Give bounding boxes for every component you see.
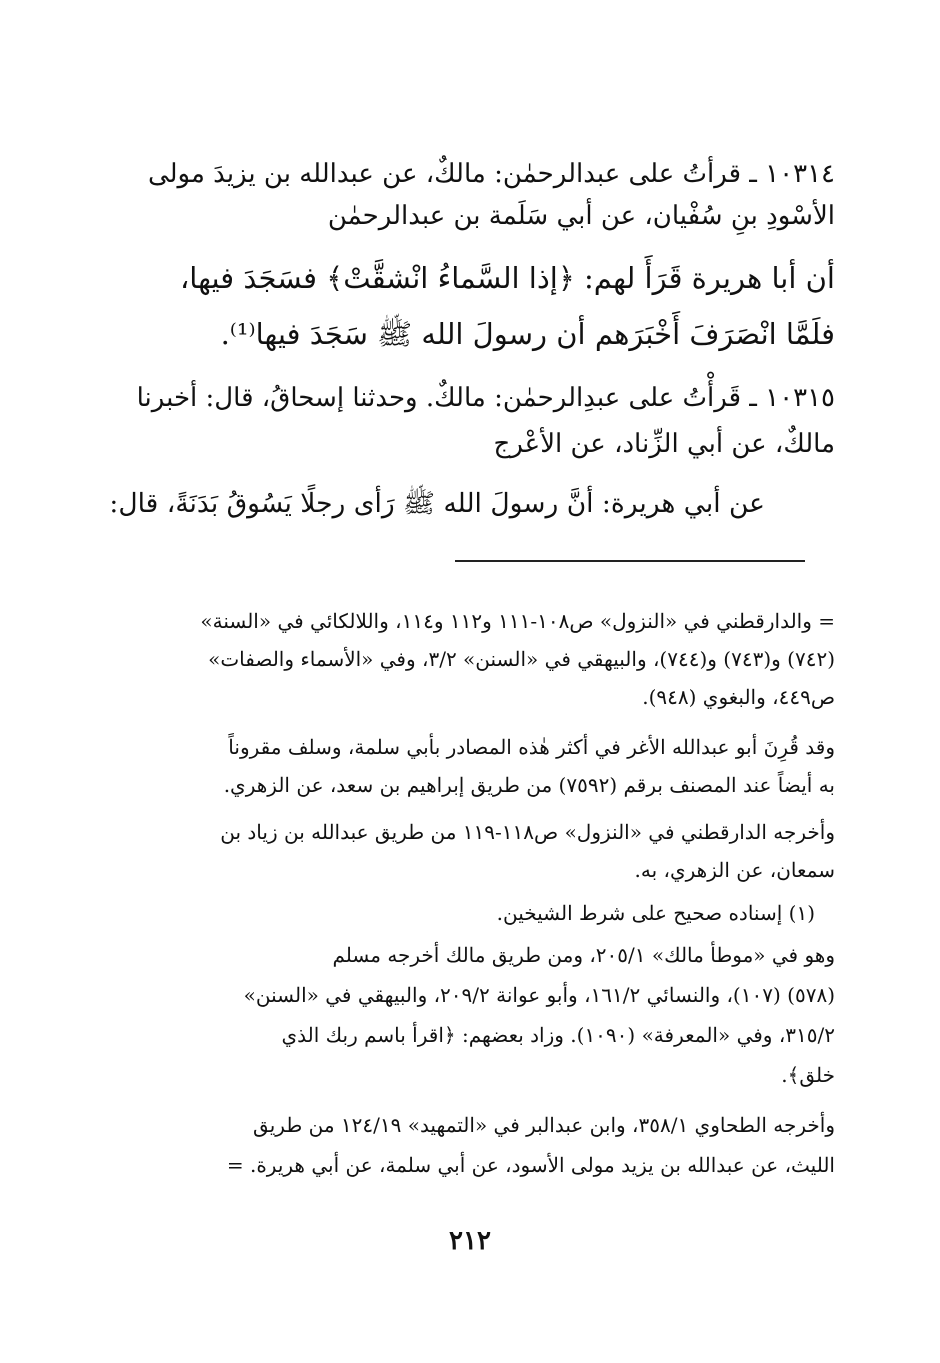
footnote-continuation-line: به أيضاً عند المصنف برقم (٧٥٩٢) من طريق إبراهيم بن سعد، عن الزهري. [223,773,835,797]
footnote-1-line: (١) إسناده صحيح على شرط الشيخين. [496,901,815,925]
footnote-1-line: وهو في «موطأ مالك» ٢٠٥/١، ومن طريق مالك أخرجه مسلم [332,943,835,967]
entry-10315-text-line-1: عن أبي هريرة: أنَّ رسولَ الله ﷺ رَأى رجلًا يَسُوقُ بَدَنَةً، قال: [109,488,765,519]
entry-10314-text-line-2: فلَمَّا انْصَرَفَ أَخْبَرَهم أن رسولَ الله ﷺ سَجَدَ فيها⁽¹⁾. [220,317,835,351]
footnote-1-line: ٣١٥/٢، وفي «المعرفة» (١٠٩٠). وزاد بعضهم: ﴿اقرأ باسم ربك الذي [281,1023,835,1047]
entry-10314-text-line-1: أن أبا هريرة قَرَأَ لهم: ﴿إذا السَّماءُ انْشقَّتْ﴾ فسَجَدَ فيها، [179,261,835,295]
footnote-continuation-line: (٧٤٢) و(٧٤٣) و(٧٤٤)، والبيهقي في «السنن» ٣/٢، وفي «الأسماء والصفات» [208,647,835,671]
footnote-continuation-line: وقد قُرِنَ أبو عبدالله الأغر في أكثر هٰذه المصادر بأبي سلمة، وسلف مقروناً [228,735,835,759]
footnote-continuation-line: وأخرجه الدارقطني في «النزول» ص١١٨-١١٩ من طريق عبدالله بن زياد بن [220,820,835,844]
footnote-1-line: خلق﴾. [781,1063,835,1087]
footnote-1-line: (٥٧٨) (١٠٧)، والنسائي ١٦١/٢، وأبو عوانة ٢٠٩/٢، والبيهقي في «السنن» [243,983,835,1007]
entry-10314-chain-line-1: ١٠٣١٤ ـ قرأتُ على عبدالرحمٰن: مالكٌ، عن عبدالله بن يزيدَ مولى [147,159,835,189]
entry-10315-chain-line-1: ١٠٣١٥ ـ قَرأْتُ على عبدِالرحمٰن: مالكٌ. وحدثنا إسحاقُ، قال: أخبرنا [136,383,835,413]
footnote-continuation-line: = والدارقطني في «النزول» ص١٠٨-١١١ و١١٢ و١١٤، واللالكائي في «السنة» [200,609,835,633]
entry-10315-chain-line-2: مالكٌ، عن أبي الزِّناد، عن الأعْرج [493,429,835,459]
footnote-1-line: وأخرجه الطحاوي ٣٥٨/١، وابن عبدالبر في «التمهيد» ١٢٤/١٩ من طريق [253,1113,835,1137]
footnote-1-line: الليث، عن عبدالله بن يزيد مولى الأسود، عن أبي سلمة، عن أبي هريرة. = [226,1153,835,1177]
page-number: ٢١٢ [449,1226,491,1256]
entry-10314-chain-line-2: الأسْودِ بنِ سُفْيان، عن أبي سَلَمة بن عبدالرحمٰن [327,201,835,231]
footnote-divider [455,560,805,562]
footnote-continuation-line: سمعان، عن الزهري، به. [634,858,835,882]
footnote-continuation-line: ص٤٤٩، والبغوي (٩٤٨). [642,685,835,709]
